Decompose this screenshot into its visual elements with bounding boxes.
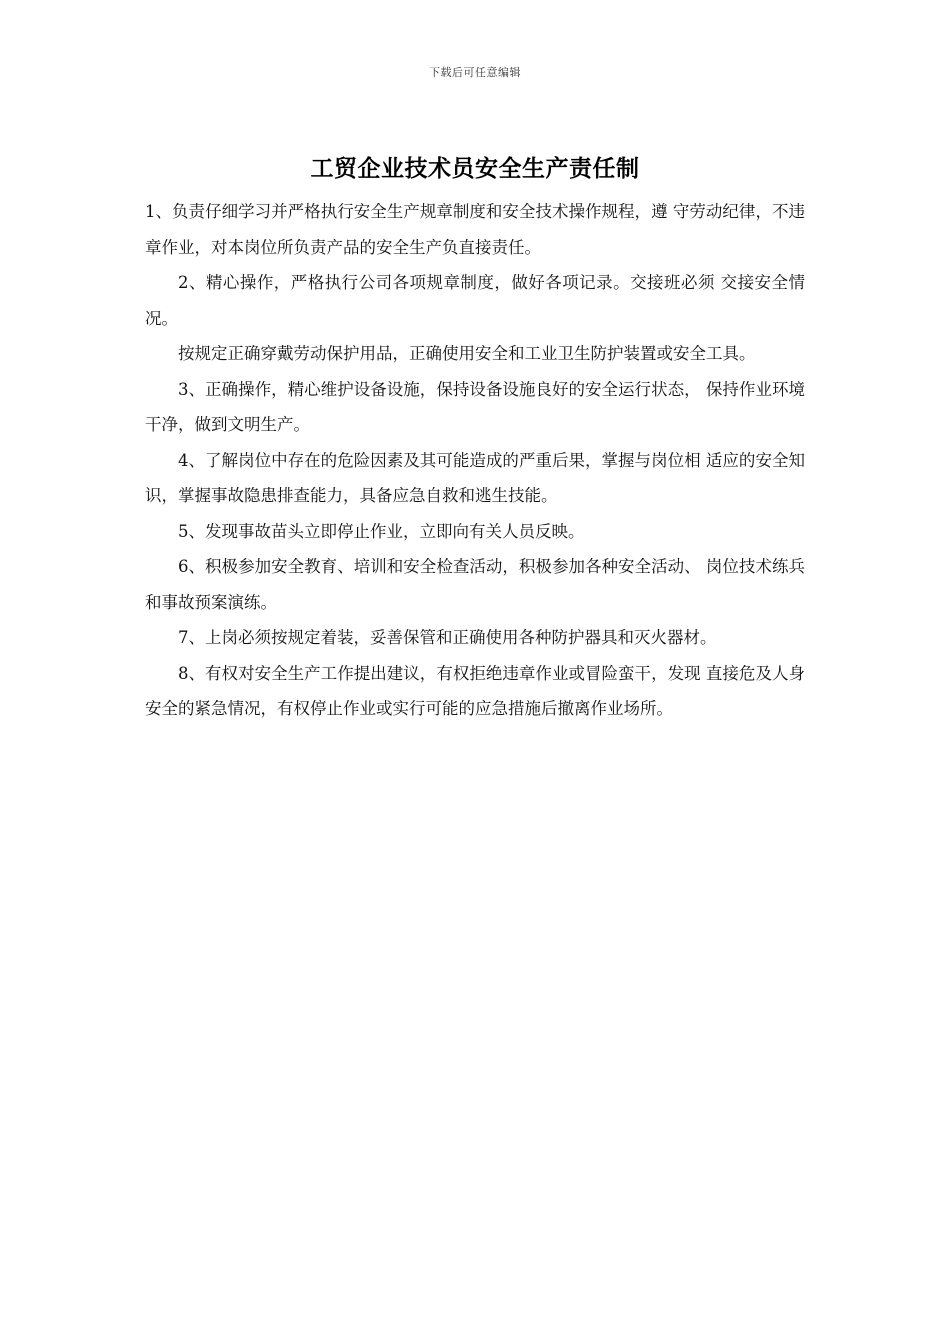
document-title: 工贸企业技术员安全生产责任制 xyxy=(310,155,640,182)
paragraph-8: 7、上岗必须按规定着装，妥善保管和正确使用各种防护器具和灭火器材。 xyxy=(178,628,717,647)
paragraph-6: 5、发现事故苗头立即停止作业，立即向有关人员反映。 xyxy=(178,521,585,541)
paragraph-2: 2、精心操作，严格执行公司各项规章制度，做好各项记录。交接班必须 交接安全情况。 xyxy=(145,273,805,328)
paragraph-1: 1、负责仔细学习并严格执行安全生产规章制度和安全技术操作规程，遵 守劳动纪律，不违章作业，对本岗位所负责产品的安全生产负直接责任。 xyxy=(145,202,805,257)
paragraph-3: 按规定正确穿戴劳动保护用品，正确使用安全和工业卫生防护装置或安全工具。 xyxy=(178,344,756,363)
paragraph-9: 8、有权对安全生产工作提出建议，有权拒绝违章作业或冒险蛮干，发现 直接危及人身安全的紧急情况，有权停止作业或实行可能的应急措施后撤离作业场所。 xyxy=(145,663,805,718)
paragraph-5: 4、了解岗位中存在的危险因素及其可能造成的严重后果，掌握与岗位相 适应的安全知识，掌握事故隐患排查能力，具备应急自救和逃生技能。 xyxy=(145,450,805,505)
header-note: 下载后可任意编辑 xyxy=(429,66,521,79)
document-body xyxy=(145,194,805,727)
paragraph-7: 6、积极参加安全教育、培训和安全检查活动，积极参加各种安全活动、 岗位技术练兵和事故预案演练。 xyxy=(145,557,805,612)
paragraph-4: 3、正确操作，精心维护设备设施，保持设备设施良好的安全运行状态， 保持作业环境干净，做到文明生产。 xyxy=(145,379,805,434)
